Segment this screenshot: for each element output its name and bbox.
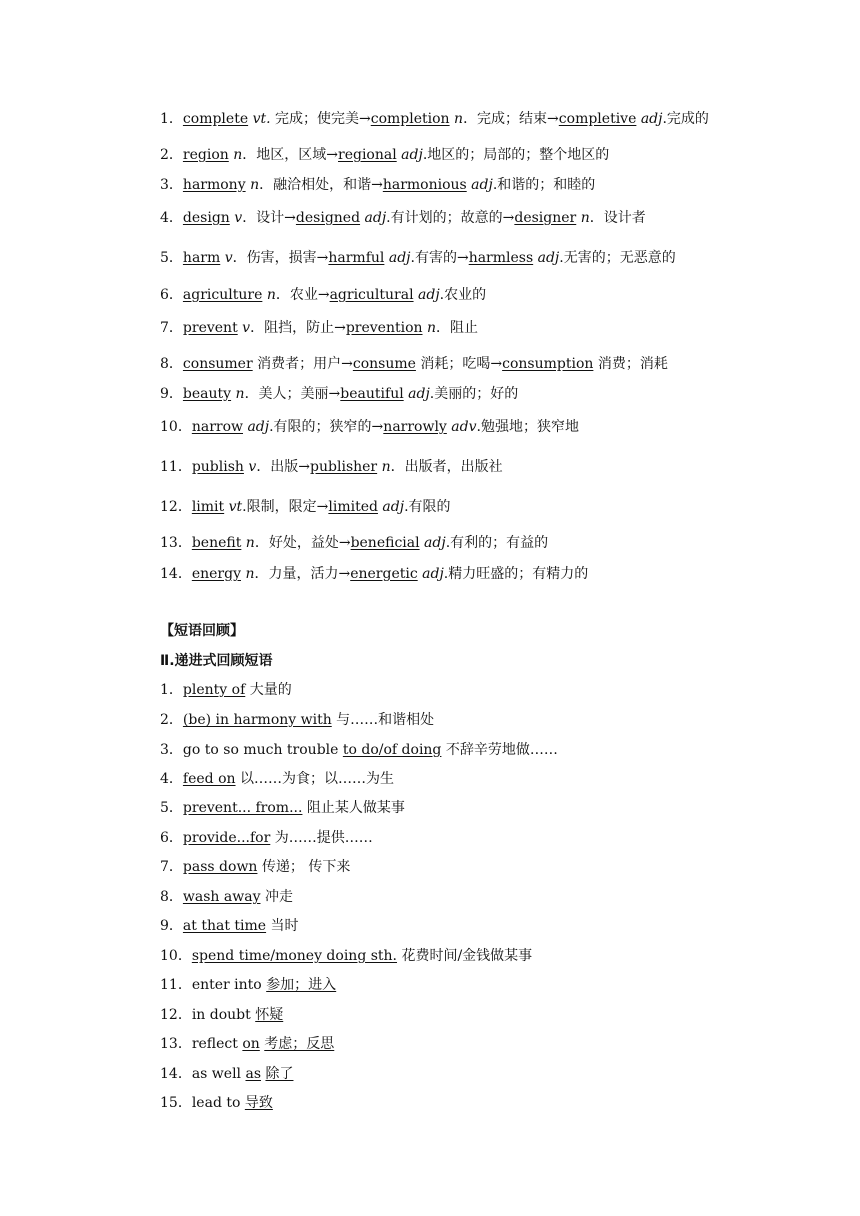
phrase-item [160, 858, 840, 876]
text-segment: 消耗；吃喝→ [415, 356, 503, 372]
text-segment: 阻止某人做某事 [302, 800, 405, 816]
text-segment: lead to [191, 1095, 245, 1111]
phrase-number: 12． [160, 1007, 192, 1023]
vocab-number: 8． [160, 356, 183, 372]
underlined-term: completion [370, 111, 450, 127]
underlined-term: prevent [182, 320, 238, 336]
text-segment: .美丽的；好的 [429, 386, 519, 402]
underlined-term: 除了 [265, 1066, 294, 1082]
underlined-term: 导致 [244, 1095, 273, 1111]
underlined-term: harmless [468, 250, 534, 266]
phrase-item [160, 741, 840, 759]
underlined-term: 参加；进入 [266, 977, 337, 993]
text-segment: .勉强地；狭窄地 [476, 419, 579, 435]
vocab-item [160, 319, 840, 337]
vocab-number: 14． [160, 566, 192, 582]
part-of-speech: adj [388, 250, 411, 266]
text-segment: reflect [191, 1036, 243, 1052]
text-segment: ．融洽相处，和谐→ [259, 177, 383, 193]
phrase-item [160, 770, 840, 788]
vocab-number: 6． [160, 287, 183, 303]
text-segment: 花费时间/金钱做某事 [397, 948, 533, 964]
text-segment: in doubt [191, 1007, 256, 1023]
text-segment: ．力量，活力→ [254, 566, 351, 582]
part-of-speech: v [224, 250, 233, 266]
text-segment: ．阻挡，防止→ [250, 320, 346, 336]
underlined-term: spend time/money doing sth. [191, 948, 398, 964]
text-segment: as well [191, 1066, 246, 1082]
text-segment: go to so much trouble [182, 742, 343, 758]
underlined-term: at that time [182, 918, 267, 934]
underlined-term: consumption [502, 356, 594, 372]
text-segment: ．出版者，出版社 [390, 459, 503, 475]
phrase-item [160, 829, 840, 847]
text-segment: 传递； 传下来 [257, 859, 351, 875]
phrase-number: 5． [160, 800, 183, 816]
part-of-speech: adj [382, 499, 405, 515]
phrase-item [160, 947, 840, 965]
underlined-term: regional [338, 147, 397, 163]
underlined-term: design [182, 210, 230, 226]
text-segment: 与……和谐相处 [331, 712, 435, 728]
vocab-item [160, 110, 840, 128]
part-of-speech: n [235, 386, 245, 402]
part-of-speech: n [245, 535, 255, 551]
text-segment: .有计划的；故意的→ [386, 210, 515, 226]
part-of-speech: adj [408, 386, 430, 402]
part-of-speech: adj [424, 535, 446, 551]
part-of-speech: n [266, 287, 276, 303]
underlined-term: energetic [350, 566, 418, 582]
underlined-term: harmful [328, 250, 385, 266]
text-segment: 以……为食；以……为生 [235, 771, 394, 787]
text-segment: .限制，限定→ [242, 499, 329, 515]
underlined-term: prevent... from... [182, 800, 303, 816]
underlined-term: as [245, 1066, 262, 1082]
underlined-term: consume [352, 356, 416, 372]
underlined-term: plenty of [182, 682, 246, 698]
text-segment: enter into [191, 977, 267, 993]
phrase-item [160, 917, 840, 935]
text-segment: 完成；使完美→ [270, 111, 371, 127]
phrase-item [160, 799, 840, 817]
underlined-term: 考虑；反思 [264, 1036, 335, 1052]
text-segment: .和谐的；和睦的 [492, 177, 596, 193]
underlined-term: designer [514, 210, 577, 226]
underlined-term: limit [191, 499, 225, 515]
text-segment: .精力旺盛的；有精力的 [443, 566, 589, 582]
underlined-term: beautiful [340, 386, 404, 402]
vocab-number: 13． [160, 535, 192, 551]
vocab-number: 3． [160, 177, 183, 193]
vocab-number: 4． [160, 210, 183, 226]
part-of-speech: n [250, 177, 260, 193]
underlined-term: narrowly [383, 419, 447, 435]
underlined-term: 怀疑 [255, 1007, 284, 1023]
text-segment: 消费者；用户→ [252, 356, 353, 372]
underlined-term: wash away [182, 889, 261, 905]
underlined-term: (be) in harmony with [182, 712, 332, 728]
phrase-number: 8． [160, 889, 183, 905]
text-segment: ．伤害，损害→ [232, 250, 329, 266]
phrase-item [160, 976, 840, 994]
part-of-speech: adj [418, 287, 440, 303]
phrase-number: 2． [160, 712, 183, 728]
phrase-item [160, 1094, 840, 1112]
vocab-number: 10． [160, 419, 192, 435]
text-segment: 大量的 [245, 682, 292, 698]
text-segment: 为……提供…… [270, 830, 373, 846]
vocab-item [160, 418, 840, 436]
phrase-item [160, 1065, 840, 1083]
vocab-item [160, 249, 840, 267]
subsection-title: Ⅱ.递进式回顾短语 [160, 653, 273, 669]
vocab-item [160, 176, 840, 194]
text-segment: .有利的；有益的 [445, 535, 549, 551]
phrase-number: 1． [160, 682, 183, 698]
text-segment: ．好处，益处→ [254, 535, 351, 551]
phrase-number: 15． [160, 1095, 192, 1111]
underlined-term: publish [191, 459, 244, 475]
part-of-speech: adj [364, 210, 387, 226]
part-of-speech: n [454, 111, 464, 127]
phrase-number: 3． [160, 742, 183, 758]
vocab-item [160, 565, 840, 583]
part-of-speech: n [381, 459, 391, 475]
text-segment: .有限的 [404, 499, 451, 515]
phrase-number: 6． [160, 830, 183, 846]
part-of-speech: adj [247, 419, 270, 435]
underlined-term: complete [182, 111, 249, 127]
text-segment: ．阻止 [436, 320, 478, 336]
part-of-speech: vt [228, 499, 243, 515]
part-of-speech: t. [260, 111, 271, 127]
phrase-number: 7． [160, 859, 183, 875]
vocab-number: 9． [160, 386, 183, 402]
part-of-speech: v [234, 210, 243, 226]
underlined-term: consumer [182, 356, 253, 372]
part-of-speech: v [252, 111, 261, 127]
part-of-speech: adj [422, 566, 444, 582]
underlined-term: provide...for [182, 830, 271, 846]
text-segment: 消费；消耗 [593, 356, 668, 372]
vocab-item [160, 146, 840, 164]
underlined-term: agricultural [329, 287, 414, 303]
text-segment: ．完成；结束→ [463, 111, 559, 127]
phrase-number: 14． [160, 1066, 192, 1082]
underlined-term: energy [191, 566, 241, 582]
vocab-number: 5． [160, 250, 183, 266]
underlined-term: narrow [191, 419, 243, 435]
underlined-term: beneficial [350, 535, 420, 551]
underlined-term: to do/of doing [342, 742, 442, 758]
text-segment: .有害的→ [410, 250, 469, 266]
part-of-speech: n [245, 566, 255, 582]
section-title-phrase-review: 【短语回顾】 [160, 623, 244, 639]
phrase-item [160, 1006, 840, 1024]
vocab-item [160, 534, 840, 552]
part-of-speech: adj [401, 147, 423, 163]
underlined-term: region [182, 147, 229, 163]
vocab-item [160, 286, 840, 304]
part-of-speech: adj [471, 177, 493, 193]
phrase-number: 4． [160, 771, 183, 787]
underlined-term: designed [295, 210, 361, 226]
text-segment: .无害的；无恶意的 [559, 250, 676, 266]
underlined-term: benefit [191, 535, 242, 551]
vocab-item [160, 385, 840, 403]
vocab-number: 7． [160, 320, 183, 336]
phrase-item [160, 1035, 840, 1053]
vocab-item [160, 355, 840, 373]
text-segment: ．出版→ [256, 459, 311, 475]
underlined-term: pass down [182, 859, 258, 875]
part-of-speech: adj [640, 111, 663, 127]
vocab-number: 11． [160, 459, 192, 475]
underlined-term: harm [182, 250, 221, 266]
underlined-term: harmonious [382, 177, 467, 193]
text-segment: .完成的 [662, 111, 709, 127]
underlined-term: publisher [310, 459, 378, 475]
underlined-term: limited [328, 499, 378, 515]
text-segment: 不辞辛劳地做…… [441, 742, 558, 758]
part-of-speech: v [248, 459, 257, 475]
underlined-term: beauty [182, 386, 232, 402]
phrase-number: 9． [160, 918, 183, 934]
part-of-speech: n [233, 147, 243, 163]
text-segment: ．农业→ [275, 287, 330, 303]
part-of-speech: adj [537, 250, 560, 266]
part-of-speech: adv [451, 419, 477, 435]
vocab-number: 1． [160, 111, 183, 127]
part-of-speech: n [426, 320, 436, 336]
text-segment: ．美人；美丽→ [244, 386, 341, 402]
text-segment: ．设计者 [589, 210, 646, 226]
phrase-number: 10． [160, 948, 192, 964]
vocab-item [160, 209, 840, 227]
phrase-number: 13． [160, 1036, 192, 1052]
underlined-term: agriculture [182, 287, 263, 303]
text-segment: 冲走 [260, 889, 293, 905]
underlined-term: prevention [345, 320, 423, 336]
text-segment: ．地区，区域→ [242, 147, 339, 163]
vocab-number: 2． [160, 147, 183, 163]
text-segment: ．设计→ [242, 210, 296, 226]
underlined-term: on [242, 1036, 260, 1052]
phrase-number: 11． [160, 977, 192, 993]
vocab-item [160, 498, 840, 516]
phrase-item [160, 888, 840, 906]
text-segment: .农业的 [439, 287, 487, 303]
text-segment: 当时 [266, 918, 299, 934]
part-of-speech: n [580, 210, 590, 226]
text-segment: .有限的；狭窄的→ [269, 419, 384, 435]
vocab-number: 12． [160, 499, 192, 515]
underlined-term: completive [558, 111, 637, 127]
phrase-item [160, 681, 840, 699]
vocab-item [160, 458, 840, 476]
underlined-term: feed on [182, 771, 236, 787]
part-of-speech: v [242, 320, 251, 336]
phrase-item [160, 711, 840, 729]
text-segment: .地区的；局部的；整个地区的 [422, 147, 610, 163]
underlined-term: harmony [182, 177, 246, 193]
